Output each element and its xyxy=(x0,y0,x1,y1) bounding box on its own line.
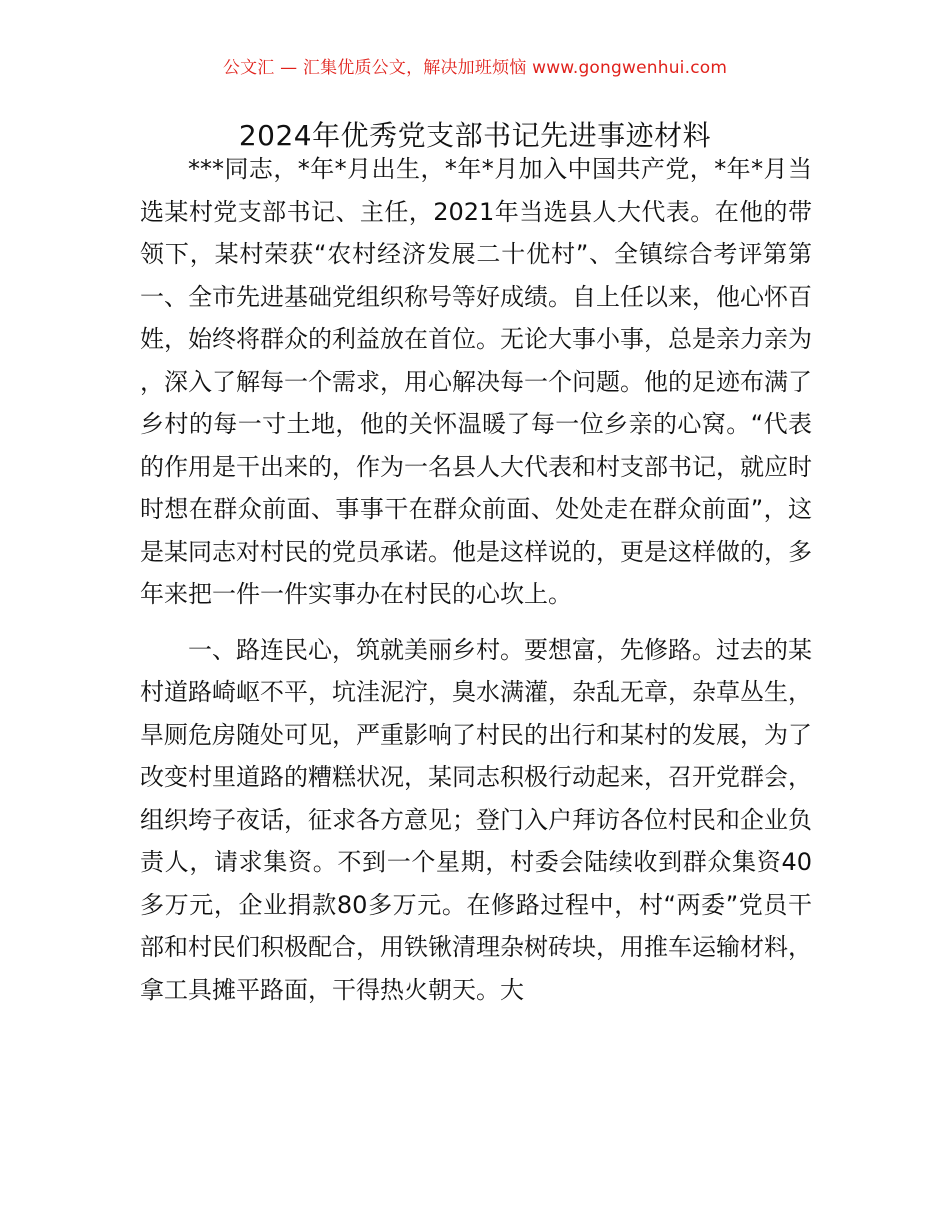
document-body xyxy=(140,148,812,1011)
paragraph-intro: ***同志，*年*月出生，*年*月加入中国共产党，*年*月当选某村党支部书记、主任，2021年当选县人大代表。在他的带领下，某村荣获“农村经济发展二十优村”、全镇综合考评第第一、全市先进基础党组织称号等好成绩。自上任以来，他心怀百姓，始终将群众的利益放在首位。无论大事小事，总是亲力亲为，深入了解每一个需求，用心解决每一个问题。他的足迹布满了乡村的每一寸土地，他的关怀温暖了每一位乡亲的心窝。“代表的作用是干出来的，作为一名县人大代表和村支部书记，就应时时想在群众前面、事事干在群众前面、处处走在群众前面”，这是某同志对村民的党员承诺。他是这样说的，更是这样做的，多年来把一件一件实事办在村民的心坎上。 xyxy=(140,155,812,608)
document-title: 2024年优秀党支部书记先进事迹材料 xyxy=(238,119,712,152)
site-header-banner: 公文汇 — 汇集优质公文，解决加班烦恼 www.gongwenhui.com xyxy=(222,58,728,78)
paragraph-section-1: 一、路连民心，筑就美丽乡村。要想富，先修路。过去的某村道路崎岖不平，坑洼泥泞，臭水满灌，杂乱无章，杂草丛生，旱厕危房随处可见，严重影响了村民的出行和某村的发展，为了改变村里道路的糟糕状况，某同志积极行动起来，召开党群会，组织垮子夜话，征求各方意见；登门入户拜访各位村民和企业负责人，请求集资。不到一个星期，村委会陆续收到群众集资40多万元，企业捐款80多万元。在修路过程中，村“两委”党员干部和村民们积极配合，用铁锹清理杂树砖块，用推车运输材料，拿工具摊平路面，干得热火朝天。大 xyxy=(140,635,812,1004)
